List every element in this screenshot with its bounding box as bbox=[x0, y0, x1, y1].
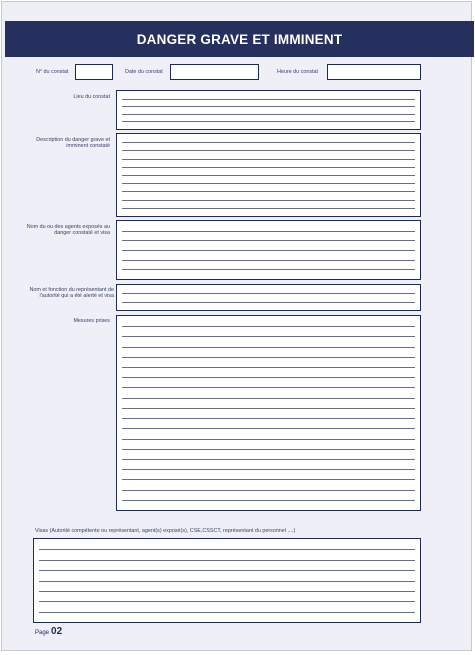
writing-line bbox=[122, 183, 415, 184]
writing-line bbox=[122, 490, 415, 491]
writing-line bbox=[122, 347, 415, 348]
writing-line bbox=[122, 428, 415, 429]
writing-line bbox=[39, 581, 415, 582]
writing-line bbox=[122, 159, 415, 160]
writing-line bbox=[122, 418, 415, 419]
writing-line bbox=[122, 377, 415, 378]
writing-line bbox=[122, 191, 415, 192]
writing-line bbox=[122, 479, 415, 480]
writing-line bbox=[122, 99, 415, 100]
visas-field[interactable] bbox=[33, 538, 421, 623]
writing-line bbox=[122, 398, 415, 399]
writing-line bbox=[122, 326, 415, 327]
agents-field[interactable] bbox=[116, 220, 421, 280]
representant-field[interactable] bbox=[116, 284, 421, 311]
page-title: DANGER GRAVE ET IMMINENT bbox=[5, 21, 474, 57]
writing-line bbox=[122, 231, 415, 232]
agents-label: Nom du ou des agents exposés au danger constaté et visa bbox=[26, 224, 110, 237]
page-number: 02 bbox=[51, 626, 63, 637]
lieu-field[interactable] bbox=[116, 90, 421, 130]
writing-line bbox=[39, 591, 415, 592]
writing-line bbox=[122, 200, 415, 201]
description-field[interactable] bbox=[116, 133, 421, 217]
numero-field[interactable] bbox=[75, 64, 113, 80]
description-label: Description du danger grave et imminent constaté bbox=[36, 137, 110, 150]
writing-line bbox=[122, 469, 415, 470]
mesures-field[interactable] bbox=[116, 315, 421, 511]
writing-line bbox=[39, 601, 415, 602]
writing-line bbox=[39, 549, 415, 550]
representant-label: Nom et fonction du représentant de l'autorité qui a été alerté et visa bbox=[29, 287, 114, 300]
writing-line bbox=[122, 167, 415, 168]
writing-line bbox=[122, 150, 415, 151]
numero-label: N° du constat bbox=[36, 69, 69, 75]
writing-line bbox=[122, 459, 415, 460]
writing-line bbox=[122, 408, 415, 409]
writing-line bbox=[122, 208, 415, 209]
page-footer bbox=[35, 626, 62, 637]
writing-line bbox=[122, 240, 415, 241]
writing-line bbox=[122, 175, 415, 176]
writing-line bbox=[122, 269, 415, 270]
form-page bbox=[1, 1, 472, 651]
visas-label: Visas (Autorité compétente ou représentant, agent(s) exposé(s), CSE,CSSCT, représentant du personnel ....) bbox=[35, 528, 296, 534]
writing-line bbox=[122, 250, 415, 251]
heure-field[interactable] bbox=[327, 64, 421, 80]
writing-line bbox=[122, 449, 415, 450]
writing-line bbox=[39, 570, 415, 571]
writing-line bbox=[122, 106, 415, 107]
heure-label: Heure du constat bbox=[277, 69, 319, 75]
writing-line bbox=[122, 387, 415, 388]
writing-line bbox=[39, 612, 415, 613]
writing-line bbox=[122, 500, 415, 501]
lieu-label: Lieu du constat bbox=[73, 94, 110, 100]
writing-line bbox=[122, 142, 415, 143]
page-label: Page bbox=[35, 630, 50, 636]
writing-line bbox=[122, 121, 415, 122]
writing-line bbox=[122, 260, 415, 261]
date-label: Date du constat bbox=[125, 69, 163, 75]
writing-line bbox=[122, 336, 415, 337]
date-field[interactable] bbox=[170, 64, 259, 80]
writing-line bbox=[122, 114, 415, 115]
writing-line bbox=[122, 357, 415, 358]
writing-line bbox=[122, 439, 415, 440]
writing-line bbox=[122, 293, 415, 294]
writing-line bbox=[122, 302, 415, 303]
mesures-label: Mesures prises bbox=[73, 318, 110, 324]
writing-line bbox=[122, 367, 415, 368]
writing-line bbox=[39, 560, 415, 561]
